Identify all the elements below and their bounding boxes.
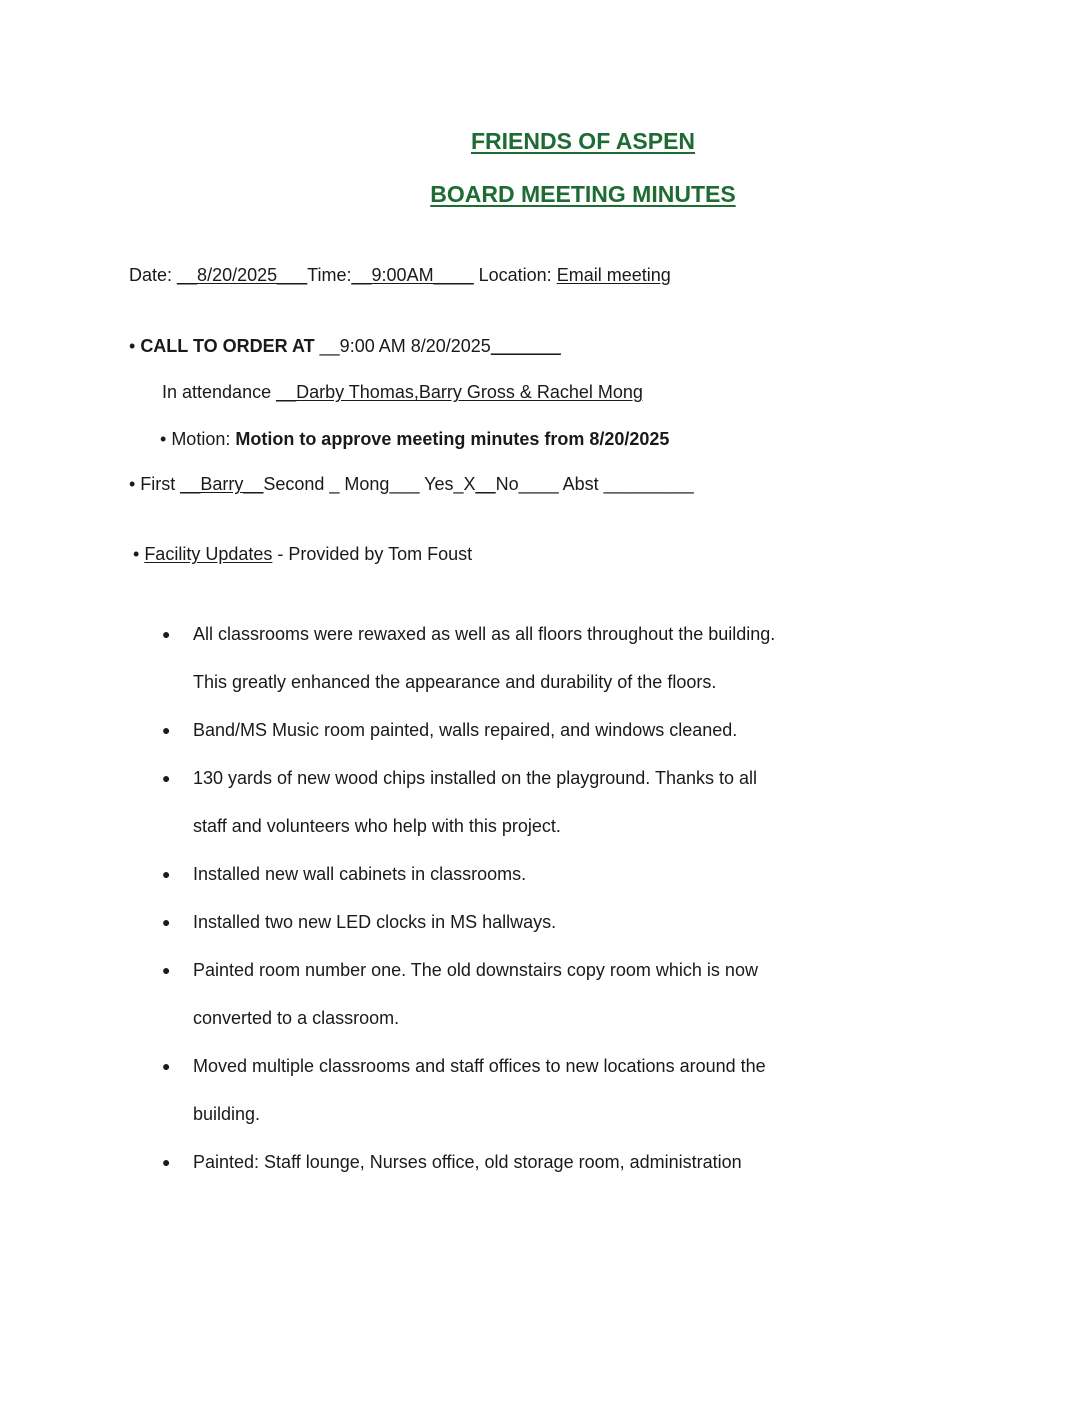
list-item-text: Painted room number one. The old downstairs copy room which is now converted to a classroom. [193,960,758,1028]
bullet-icon: ● [162,914,171,930]
bullet-icon: ● [162,1058,171,1074]
list-item [160,1138,860,1186]
motion-label: Motion: [171,429,236,449]
date-label: Date: [129,265,178,285]
list-item-text: All classrooms were rewaxed as well as all floors throughout the building. This greatly enhanced the appearance and durability of the floors. [193,624,776,692]
list-item [160,754,860,850]
list-item [160,1042,860,1138]
org-title: FRIENDS OF ASPEN [470,128,696,154]
list-item [160,898,860,946]
motion-bullet: • [160,429,172,449]
motion-text: Motion to approve meeting minutes from 8/20/2025 [235,429,670,449]
bullet-icon: ● [162,722,171,738]
vote-second-label: Second _ Mong___ Yes_X [263,474,476,494]
list-item-text: Installed new wall cabinets in classrooms. [193,864,527,884]
bullet-icon: ● [162,770,171,786]
list-item-text: Painted: Staff lounge, Nurses office, old storage room, administration [193,1152,742,1172]
meeting-info-line [129,264,671,286]
call-to-order-blank: _______ [490,336,561,356]
list-item [160,706,860,754]
facility-updates-title: Facility Updates [144,544,273,564]
list-item-text: Band/MS Music room painted, walls repaired, and windows cleaned. [193,720,738,740]
bullet-icon: ● [162,866,171,882]
list-item-text: Moved multiple classrooms and staff offices to new locations around the building. [193,1056,766,1124]
call-to-order-value: __9:00 AM 8/20/2025 [314,336,491,356]
location-label: Location: [473,265,557,285]
time-label: Time: [307,265,352,285]
vote-line [129,473,694,495]
attendance-value: __Darby Thomas,Barry Gross & Rachel Mong [276,382,643,402]
list-item [160,610,860,706]
call-to-order-label: CALL TO ORDER AT [140,336,315,356]
list-item-text: Installed two new LED clocks in MS hallways. [193,912,557,932]
vote-rest: No____ Abst _________ [495,474,694,494]
attendance-label: In attendance [162,382,277,402]
facility-updates-list [160,610,860,1186]
facility-provider: - Provided by Tom Foust [272,544,473,564]
facility-bullet: • [133,544,145,564]
list-item-text: 130 yards of new wood chips installed on the playground. Thanks to all staff and volunteers who help with this project. [193,768,758,836]
date-value: __8/20/2025___ [177,265,308,285]
time-value: __9:00AM____ [351,265,474,285]
location-value: Email meeting [556,265,671,285]
list-item [160,946,860,1042]
motion-line [160,428,669,450]
bullet-icon: ● [162,962,171,978]
doc-title: BOARD MEETING MINUTES [430,181,736,207]
bullet-icon: ● [162,1154,171,1170]
bullet-icon: ● [162,626,171,642]
call-to-order-line [129,335,561,357]
vote-first-label: • First [129,474,181,494]
call-bullet: • [129,336,141,356]
attendance-line [162,381,643,403]
vote-yes-blank: __ [475,474,496,494]
list-item [160,850,860,898]
facility-updates-line [133,543,472,565]
vote-first-value: __Barry__ [180,474,264,494]
